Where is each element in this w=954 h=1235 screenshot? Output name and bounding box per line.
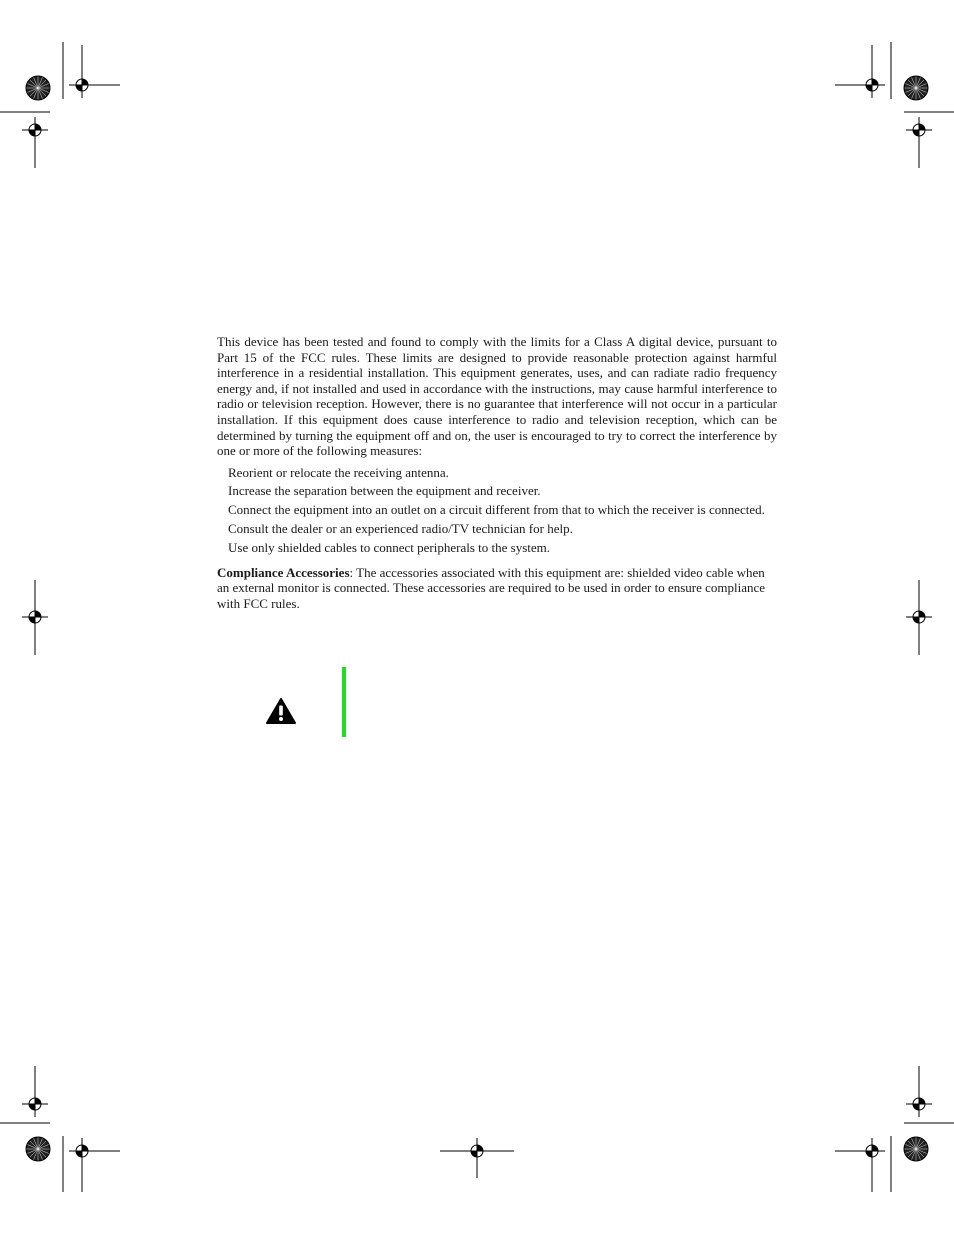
star-target-icon: [904, 1137, 928, 1161]
list-item: Increase the separation between the equipment and receiver.: [228, 483, 541, 499]
list-item: Consult the dealer or an experienced radio/TV technician for help.: [228, 520, 573, 536]
registration-target-icon: [859, 1138, 885, 1164]
registration-target-icon: [69, 1138, 95, 1164]
registration-target-icon: [22, 1091, 48, 1117]
star-target-icon: [26, 1137, 50, 1161]
registration-target-icon: [69, 72, 95, 98]
measures-list: [217, 465, 777, 556]
warning-accent-bar: [342, 667, 346, 737]
list-item: Use only shielded cables to connect peripherals to the system.: [228, 540, 551, 556]
compliance-paragraph: [217, 565, 777, 612]
crop-mark-icon: [0, 42, 954, 1192]
compliance-label: Compliance Accessories: [217, 564, 350, 580]
list-item: Reorient or relocate the receiving antenna.: [228, 464, 449, 480]
registration-target-icon: [22, 604, 48, 630]
registration-target-icon: [859, 72, 885, 98]
list-item: Connect the equipment into an outlet on a circuit different from that to which the receiver is connected.: [228, 501, 765, 517]
registration-target-icon: [22, 117, 48, 143]
registration-target-icon: [906, 117, 932, 143]
fcc-statement: [217, 334, 777, 612]
intro-paragraph: This device has been tested and found to comply with the limits for a Class A digital device, pursuant to Part 15 of the FCC rules. These limits are designed to provide reasonable protection against harmful interference in a residential installation. This equipment generates, uses, and can radiate radio frequency energy and, if not installed and used in accordance with the instructions, may cause harmful interference to radio or television reception. However, there is no guarantee that interference will not occur in a particular installation. If this equipment does cause interference to radio and television reception, which can be determined by turning the equipment off and on, the user is encouraged to try to correct the interference by one or more of the following measures:: [217, 334, 777, 459]
star-target-icon: [26, 76, 50, 100]
registration-target-icon: [464, 1138, 490, 1164]
registration-target-icon: [906, 604, 932, 630]
star-target-icon: [904, 76, 928, 100]
compliance-text: : The accessories associated with this equipment are: shielded video cable when an external monitor is connected. These accessories are required to be used in order to ensure compliance with FCC rules.: [217, 564, 766, 611]
warning-triangle-icon: [265, 697, 297, 725]
registration-target-icon: [906, 1091, 932, 1117]
